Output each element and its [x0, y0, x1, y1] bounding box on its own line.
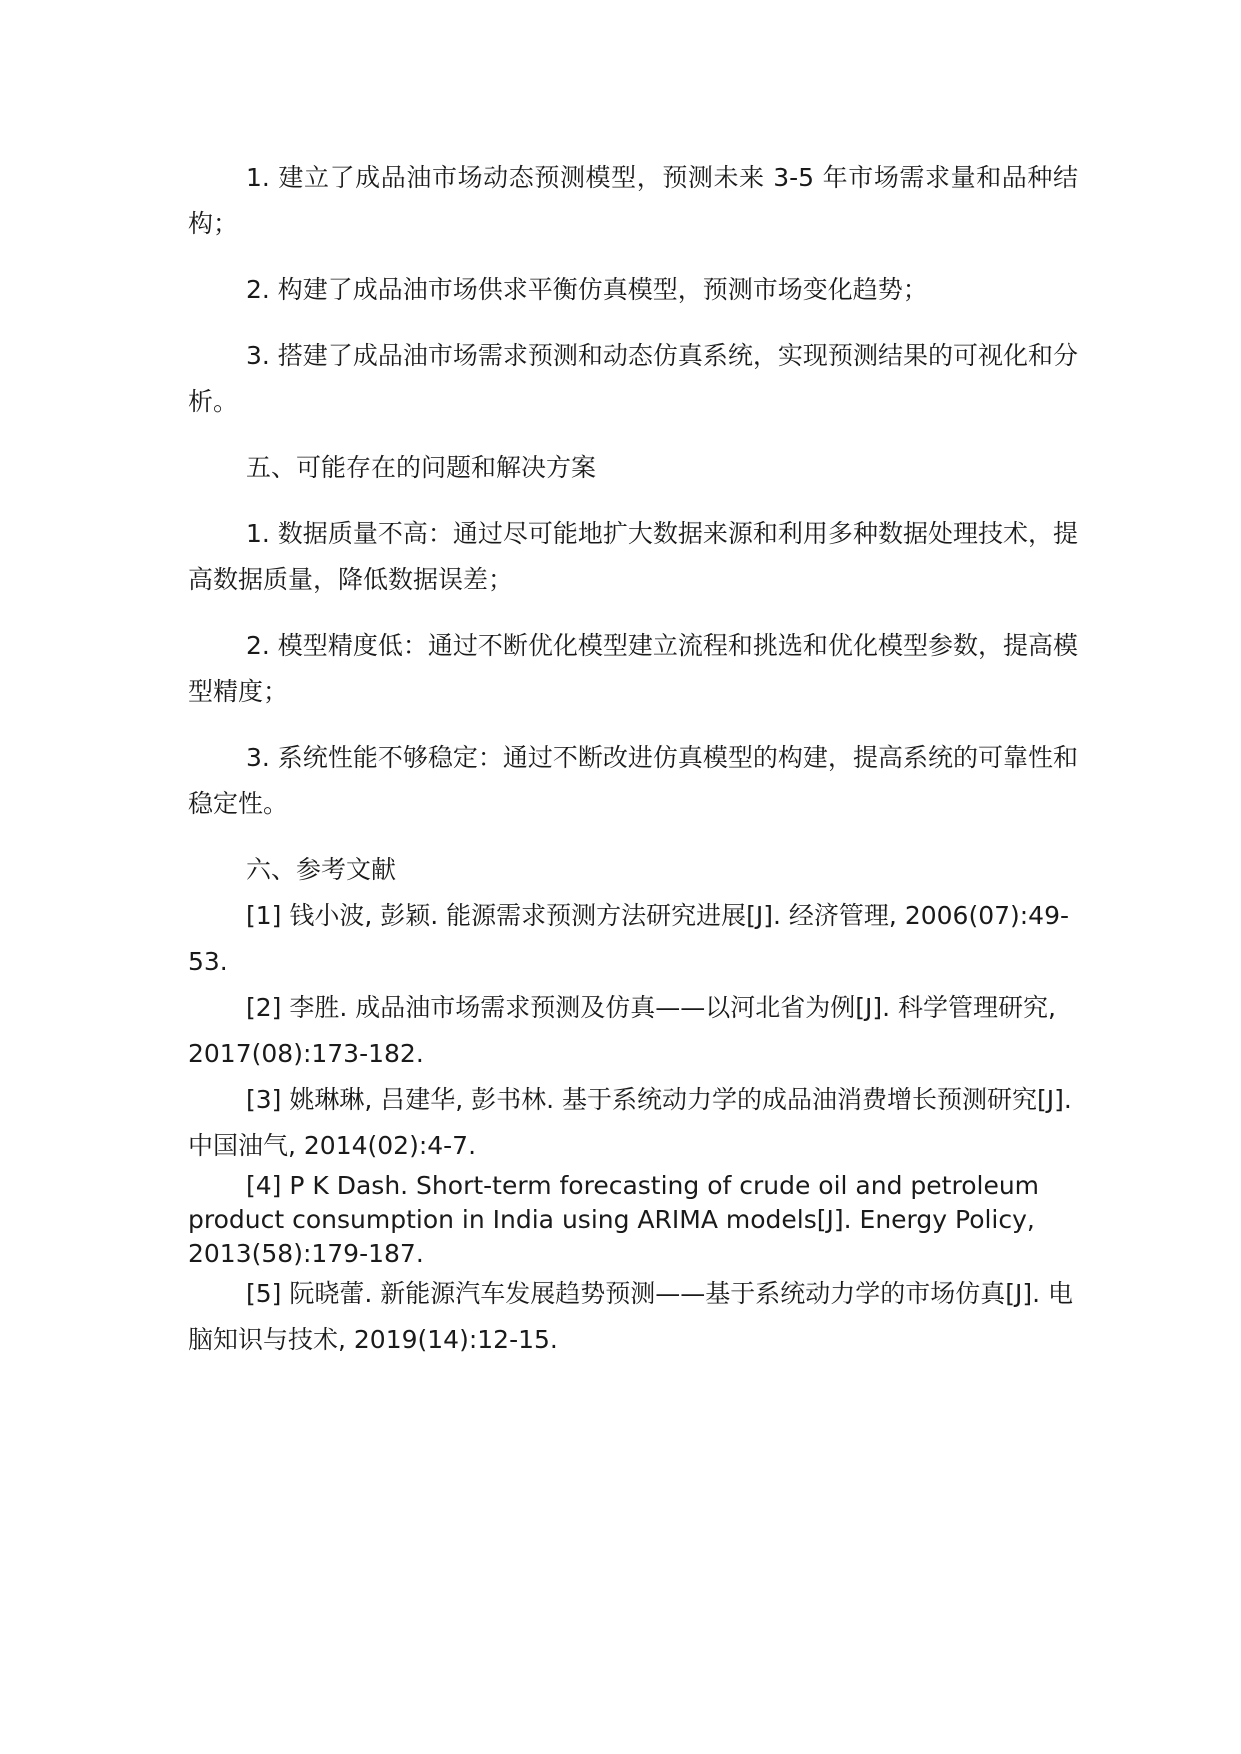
section-5-heading: 五、可能存在的问题和解决方案 [246, 453, 597, 482]
reference-3: [3] 姚琳琳, 吕建华, 彭书林. 基于系统动力学的成品油消费增长预测研究[J]. 中国油气, 2014(02):4-7. [188, 1085, 1072, 1160]
problem-item-3: 3. 系统性能不够稳定：通过不断改进仿真模型的构建，提高系统的可靠性和稳定性。 [188, 743, 1078, 818]
reference-2: [2] 李胜. 成品油市场需求预测及仿真——以河北省为例[J]. 科学管理研究, 2017(08):173-182. [188, 993, 1056, 1068]
reference-1: [1] 钱小波, 彭颖. 能源需求预测方法研究进展[J]. 经济管理, 2006(07):49-53. [188, 901, 1070, 976]
section-6-heading: 六、参考文献 [246, 855, 397, 884]
problem-item-2: 2. 模型精度低：通过不断优化模型建立流程和挑选和优化模型参数，提高模型精度； [188, 631, 1078, 706]
document-body [188, 155, 1078, 1363]
result-item-1: 1. 建立了成品油市场动态预测模型，预测未来 3-5 年市场需求量和品种结构； [188, 163, 1078, 238]
reference-4: [4] P K Dash. Short-term forecasting of crude oil and petroleum product consumption in India using ARIMA models[J]. Energy Policy, 2013(58):179-187. [188, 1171, 1040, 1268]
problem-item-1: 1. 数据质量不高：通过尽可能地扩大数据来源和利用多种数据处理技术，提高数据质量，降低数据误差； [188, 519, 1078, 594]
result-item-3: 3. 搭建了成品油市场需求预测和动态仿真系统，实现预测结果的可视化和分析。 [188, 341, 1078, 416]
reference-5: [5] 阮晓蕾. 新能源汽车发展趋势预测——基于系统动力学的市场仿真[J]. 电脑知识与技术, 2019(14):12-15. [188, 1279, 1074, 1354]
result-item-2: 2. 构建了成品油市场供求平衡仿真模型，预测市场变化趋势； [246, 275, 928, 304]
